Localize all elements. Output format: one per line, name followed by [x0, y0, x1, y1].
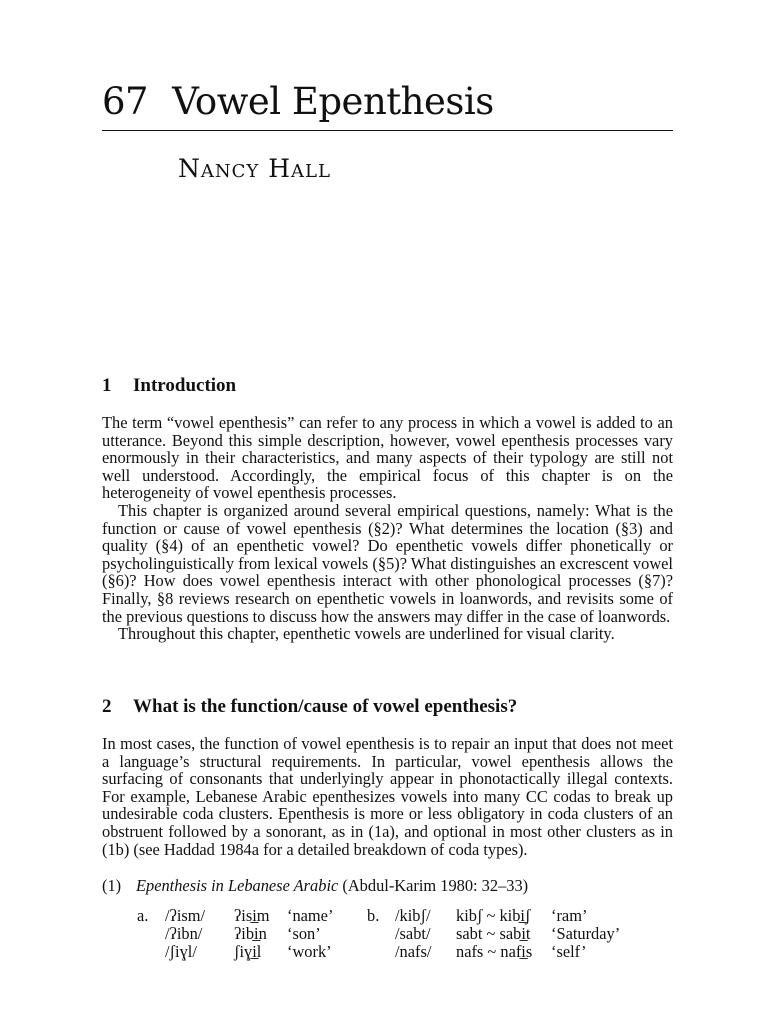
- section2-body: [102, 735, 673, 858]
- example-label-b: b.: [367, 906, 380, 925]
- paragraph: This chapter is organized around several empirical questions, namely: What is the function or cause of vowel epenthesis (§2)? What determines the location (§3) and quality (§4) of an epenthetic vowel? Do epenthetic vowels differ phonetically or psycholinguistically from lexical vowels (§5)? What distinguishes an excrescent vowel (§6)? How does vowel epenthesis interact with other phonological processes (§7)? Finally, §8 reviews research on epenthetic vowels in loanwords, and revisits some of the previous questions to discuss how the answers may differ in the case of loanwords.: [102, 500, 673, 626]
- example-row: [102, 943, 673, 961]
- underlying-form: /ʔibn/: [165, 924, 203, 943]
- example-1: [102, 876, 673, 961]
- section-title: What is the function/cause of vowel epenthesis?: [133, 696, 518, 717]
- section-heading-introduction: [102, 375, 236, 397]
- example-row: [102, 907, 673, 925]
- surface-form: ʔisi̲m: [234, 906, 270, 925]
- example-caption: [136, 877, 528, 895]
- section-number: 1: [102, 375, 112, 396]
- paragraph: The term “vowel epenthesis” can refer to any process in which a vowel is added to an utterance. Beyond this simple description, however, vowel epenthesis processes vary enormously in their characteristics, and many aspects of their typology are still not well understood. Accordingly, the empirical focus of this chapter is on the heterogeneity of vowel epenthesis processes.: [102, 413, 673, 503]
- underlying-form: /nafs/: [395, 942, 432, 961]
- paragraph: In most cases, the function of vowel epenthesis is to repair an input that does not meet a language’s structural requirements. In particular, vowel epenthesis allows the surfacing of consonants that underlyingly appear in phonotactically illegal contexts. For example, Lebanese Arabic epenthesizes vowels into many CC codas to break up undesirable coda clusters. Epenthesis is more or less obligatory in coda clusters of an obstruent followed by a sonorant, as in (1a), and optional in most other clusters as in (1b) (see Haddad 1984a for a detailed breakdown of coda types).: [102, 734, 673, 859]
- surface-form: ʔibi̲n: [234, 924, 267, 943]
- gloss: ‘work’: [287, 942, 332, 961]
- section-number: 2: [102, 696, 112, 717]
- section-title: Introduction: [133, 375, 237, 396]
- title-rule: [102, 130, 673, 131]
- chapter-header: [102, 80, 673, 131]
- surface-form: nafs ~ nafi̲s: [456, 942, 533, 961]
- example-caption-source: (Abdul-Karim 1980: 32–33): [342, 876, 529, 895]
- gloss: ‘ram’: [551, 906, 588, 925]
- section-heading-function: [102, 696, 517, 718]
- gloss: ‘self’: [551, 942, 587, 961]
- introduction-body: [102, 414, 673, 643]
- chapter-number: 67: [102, 80, 149, 123]
- chapter-title: [102, 80, 673, 124]
- author-name: Nancy Hall: [178, 154, 331, 183]
- example-table: [102, 907, 673, 961]
- surface-form: ʃiɣi̲l: [234, 942, 262, 961]
- surface-form: kibʃ ~ kibi̲ʃ: [456, 906, 531, 925]
- example-title: [102, 877, 673, 895]
- surface-form: sabt ~ sabi̲t: [456, 924, 531, 943]
- underlying-form: /kibʃ/: [395, 906, 431, 925]
- example-number: (1): [102, 876, 122, 895]
- example-caption-italic: Epenthesis in Lebanese Arabic: [136, 876, 339, 895]
- example-label-a: a.: [137, 906, 149, 925]
- gloss: ‘name’: [287, 906, 334, 925]
- underlying-form: /ʔism/: [165, 906, 206, 925]
- chapter-title-text: Vowel Epenthesis: [172, 80, 494, 123]
- paragraph: Throughout this chapter, epenthetic vowels are underlined for visual clarity.: [118, 624, 615, 644]
- gloss: ‘son’: [287, 924, 321, 943]
- gloss: ‘Saturday’: [551, 924, 621, 943]
- underlying-form: /sabt/: [395, 924, 431, 943]
- example-row: [102, 925, 673, 943]
- underlying-form: /ʃiɣl/: [165, 942, 197, 961]
